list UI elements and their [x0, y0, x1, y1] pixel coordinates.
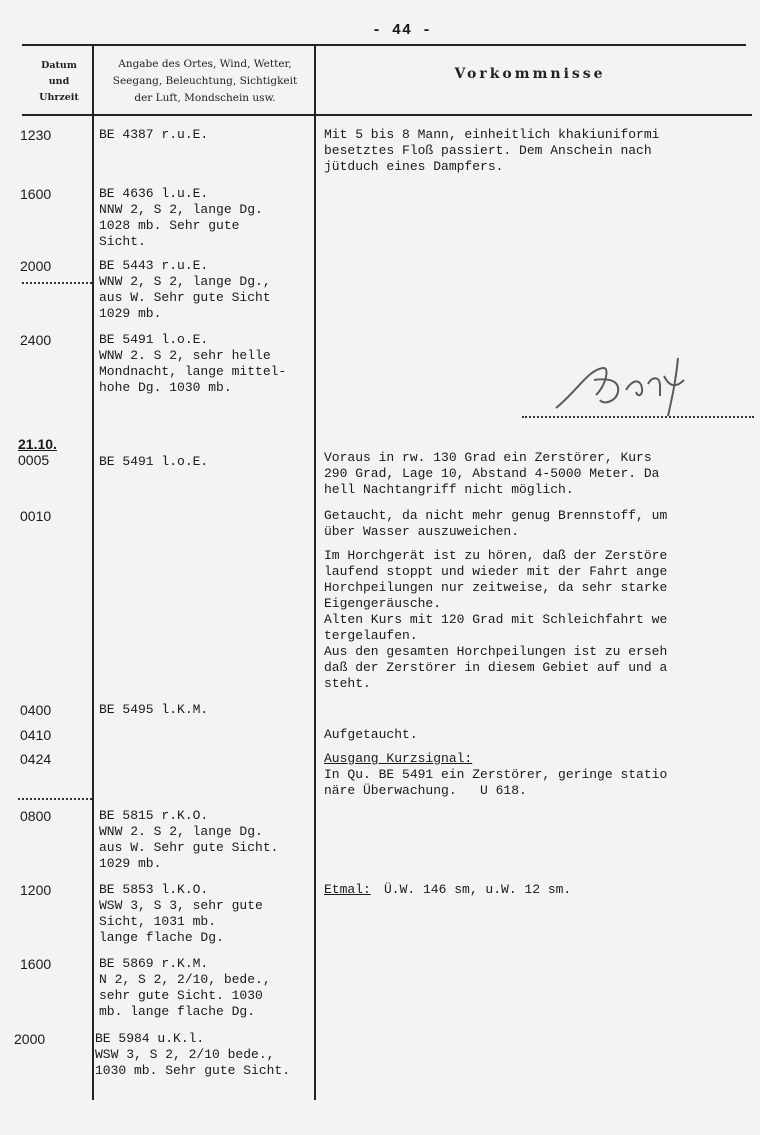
entry-event-line: über Wasser auszuweichen.: [324, 524, 520, 539]
entry-event-line: Im Horchgerät ist zu hören, daß der Zerstöre: [324, 548, 668, 563]
header-events: Vorkommnisse: [454, 66, 606, 82]
entry-location: 1028 mb. Sehr gute: [99, 218, 240, 233]
entry-location: BE 5984 u.K.l.: [95, 1031, 205, 1046]
header-and-line: und: [48, 76, 70, 87]
header-date-time: [28, 58, 90, 106]
header-location-line-3: der Luft, Mondschein usw.: [134, 92, 276, 104]
entry-location: 1030 mb. Sehr gute Sicht.: [95, 1063, 291, 1078]
page-number: - 44 -: [372, 22, 433, 39]
entry-event-line: Ü.W. 146 sm, u.W. 12 sm.: [384, 882, 572, 897]
entry-event-line: daß der Zerstörer in diesem Gebiet auf und a: [324, 660, 668, 675]
entry-location: BE 4636 l.u.E.: [99, 186, 209, 201]
signature-dotted-line: [522, 416, 754, 418]
entry-time: 0005: [18, 452, 50, 468]
entry-event-line: tergelaufen.: [324, 628, 418, 643]
entry-location: aus W. Sehr gute Sicht: [99, 290, 271, 305]
entry-location: BE 5869 r.K.M.: [99, 956, 209, 971]
entry-time: 0010: [20, 508, 52, 524]
entry-event-line: Aufgetaucht.: [324, 727, 418, 742]
entry-location: hohe Dg. 1030 mb.: [99, 380, 232, 395]
entry-event-line: Eigengeräusche.: [324, 596, 442, 611]
entry-event-line: Getaucht, da nicht mehr genug Brennstoff, um: [324, 508, 668, 523]
entry-location: mb. lange flache Dg.: [99, 1004, 256, 1019]
entry-time: 0424: [20, 751, 52, 767]
entry-event-line: Alten Kurs mit 120 Grad mit Schleichfahrt we: [324, 612, 668, 627]
entry-time: 1600: [20, 186, 52, 202]
entry-location: BE 5815 r.K.O.: [99, 808, 209, 823]
header-location-weather: [96, 56, 314, 107]
separator-dots: [18, 798, 92, 800]
entry-date: 21.10.: [18, 436, 57, 452]
handwritten-signature: [548, 350, 698, 420]
entry-location: Sicht, 1031 mb.: [99, 914, 217, 929]
entry-event-line: Aus den gesamten Horchpeilungen ist zu erseh: [324, 644, 668, 659]
entry-event-line: In Qu. BE 5491 ein Zerstörer, geringe statio: [324, 767, 668, 782]
entry-time: 1230: [20, 127, 52, 143]
entry-location: BE 5495 l.K.M.: [99, 702, 209, 717]
entry-time: 2000: [14, 1031, 46, 1047]
entry-location: BE 5443 r.u.E.: [99, 258, 209, 273]
entry-event-line: Mit 5 bis 8 Mann, einheitlich khakiuniformi: [324, 127, 660, 142]
entry-location: aus W. Sehr gute Sicht.: [99, 840, 279, 855]
entry-location: Sicht.: [99, 234, 146, 249]
entry-event-heading: Ausgang Kurzsignal:: [324, 751, 473, 766]
entry-location: WNW 2, S 2, lange Dg.,: [99, 274, 271, 289]
entry-time: 0410: [20, 727, 52, 743]
entry-location: N 2, S 2, 2/10, bede.,: [99, 972, 271, 987]
header-time-line: Uhrzeit: [39, 92, 79, 103]
entry-time: 1200: [20, 882, 52, 898]
entry-time: 1600: [20, 956, 52, 972]
header-location-line-2: Seegang, Beleuchtung, Sichtigkeit: [112, 75, 298, 87]
entry-time: 0800: [20, 808, 52, 824]
header-date-line: Datum: [41, 60, 77, 71]
header-bottom-rule: [22, 114, 752, 116]
entry-location: 1029 mb.: [99, 306, 162, 321]
entry-event-line: besetztes Floß passiert. Dem Anschein nach: [324, 143, 652, 158]
entry-location: WNW 2. S 2, lange Dg.: [99, 824, 263, 839]
entry-location: BE 5853 l.K.O.: [99, 882, 209, 897]
entry-event-line: Horchpeilungen nur zeitweise, da sehr starke: [324, 580, 668, 595]
entry-location: sehr gute Sicht. 1030: [99, 988, 263, 1003]
entry-location: WNW 2. S 2, sehr helle: [99, 348, 271, 363]
entry-location: BE 5491 l.o.E.: [99, 454, 209, 469]
entry-event-line: steht.: [324, 676, 371, 691]
column-divider-2: [314, 45, 316, 1100]
entry-event-line: jütduch eines Dampfers.: [324, 159, 504, 174]
entry-time: 2000: [20, 258, 52, 274]
entry-location: Mondnacht, lange mittel-: [99, 364, 287, 379]
entry-location: WSW 3, S 3, sehr gute: [99, 898, 263, 913]
entry-location: BE 4387 r.u.E.: [99, 127, 209, 142]
entry-time: 2400: [20, 332, 52, 348]
entry-event-line: 290 Grad, Lage 10, Abstand 4-5000 Meter. Da: [324, 466, 660, 481]
entry-event-line: hell Nachtangriff nicht möglich.: [324, 482, 574, 497]
top-rule: [22, 44, 746, 46]
entry-time: 0400: [20, 702, 52, 718]
entry-event-line: näre Überwachung. U 618.: [324, 783, 527, 798]
separator-dots: [22, 282, 92, 284]
entry-event-line: Voraus in rw. 130 Grad ein Zerstörer, Kurs: [324, 450, 652, 465]
entry-location: NNW 2, S 2, lange Dg.: [99, 202, 263, 217]
entry-location: lange flache Dg.: [99, 930, 224, 945]
entry-location: BE 5491 l.o.E.: [99, 332, 209, 347]
entry-location: 1029 mb.: [99, 856, 162, 871]
column-divider-1: [92, 45, 94, 1100]
entry-event-line: laufend stoppt und wieder mit der Fahrt ange: [324, 564, 668, 579]
entry-event-heading: Etmal:: [324, 882, 371, 897]
entry-location: WSW 3, S 2, 2/10 bede.,: [95, 1047, 275, 1062]
header-location-line-1: Angabe des Ortes, Wind, Wetter,: [118, 58, 292, 70]
